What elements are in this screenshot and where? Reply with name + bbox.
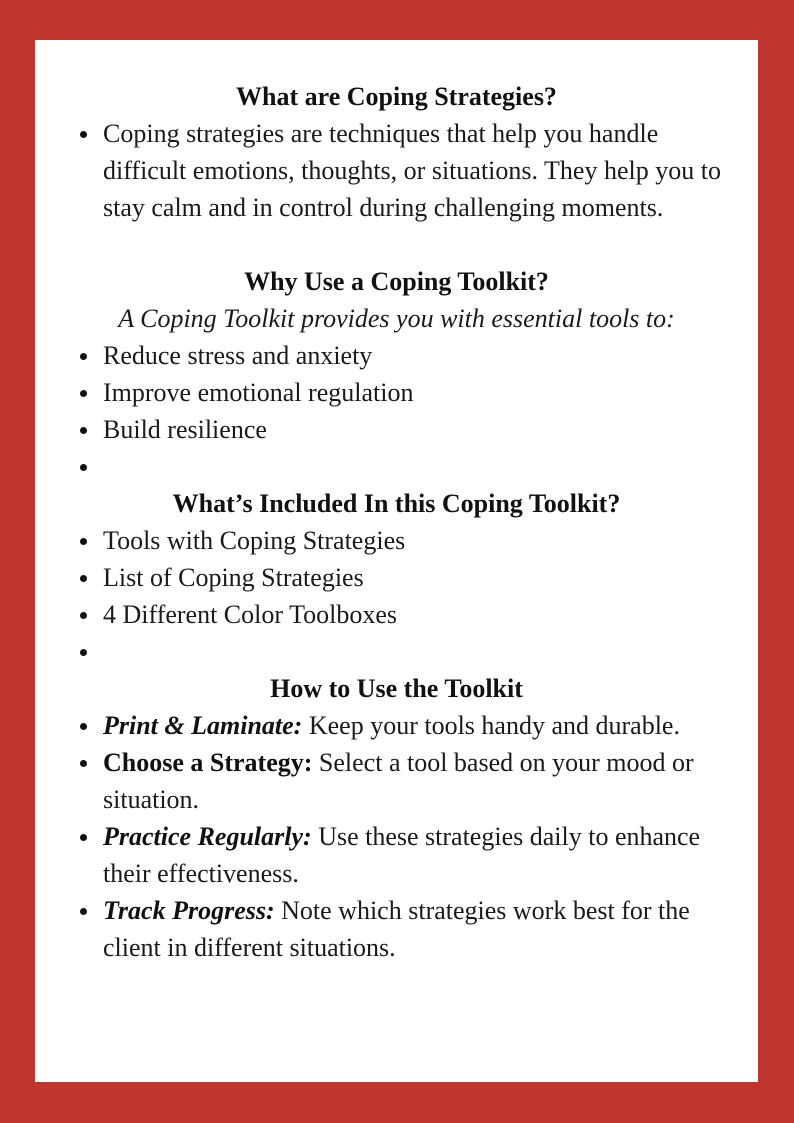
list-item	[35, 744, 758, 818]
section-why-use-toolkit	[35, 263, 758, 485]
list-item	[35, 707, 758, 744]
empty-list-item	[35, 448, 758, 485]
item-text: Keep your tools handy and durable.	[302, 711, 680, 740]
item-text: Note which strategies work best for the client in different situations.	[103, 896, 690, 962]
section-how-to-use	[35, 670, 758, 966]
list-item	[35, 892, 758, 966]
bullet-list	[35, 522, 758, 670]
item-lead: Practice Regularly:	[103, 822, 312, 851]
bullet-list	[35, 115, 758, 226]
list-item: Improve emotional regulation	[35, 374, 758, 411]
section-intro: A Coping Toolkit provides you with essential tools to:	[118, 304, 675, 333]
item-lead: Choose a Strategy:	[103, 748, 313, 777]
list-item: Build resilience	[35, 411, 758, 448]
section-heading: What’s Included In this Coping Toolkit?	[172, 489, 621, 518]
list-item: Tools with Coping Strategies	[35, 522, 758, 559]
section-heading: How to Use the Toolkit	[270, 674, 523, 703]
empty-list-item	[35, 633, 758, 670]
document-content	[35, 78, 758, 966]
list-item: 4 Different Color Toolboxes	[35, 596, 758, 633]
section-whats-included	[35, 485, 758, 670]
section-heading: What are Coping Strategies?	[236, 82, 557, 111]
section-heading: Why Use a Coping Toolkit?	[244, 267, 549, 296]
item-lead: Track Progress:	[103, 896, 275, 925]
item-text: Select a tool based on your mood or situation.	[103, 748, 694, 814]
list-item: List of Coping Strategies	[35, 559, 758, 596]
list-item	[35, 818, 758, 892]
bullet-list	[35, 337, 758, 485]
section-what-are-coping-strategies	[35, 78, 758, 226]
list-item: Reduce stress and anxiety	[35, 337, 758, 374]
spacer	[35, 226, 758, 263]
item-lead: Print & Laminate:	[103, 711, 303, 740]
list-item: Coping strategies are techniques that help you handle difficult emotions, thoughts, or situations. They help you to stay calm and in control during challenging moments.	[35, 115, 758, 226]
document-page	[35, 40, 758, 1082]
item-text: Use these strategies daily to enhance their effectiveness.	[103, 822, 701, 888]
bullet-list	[35, 707, 758, 966]
